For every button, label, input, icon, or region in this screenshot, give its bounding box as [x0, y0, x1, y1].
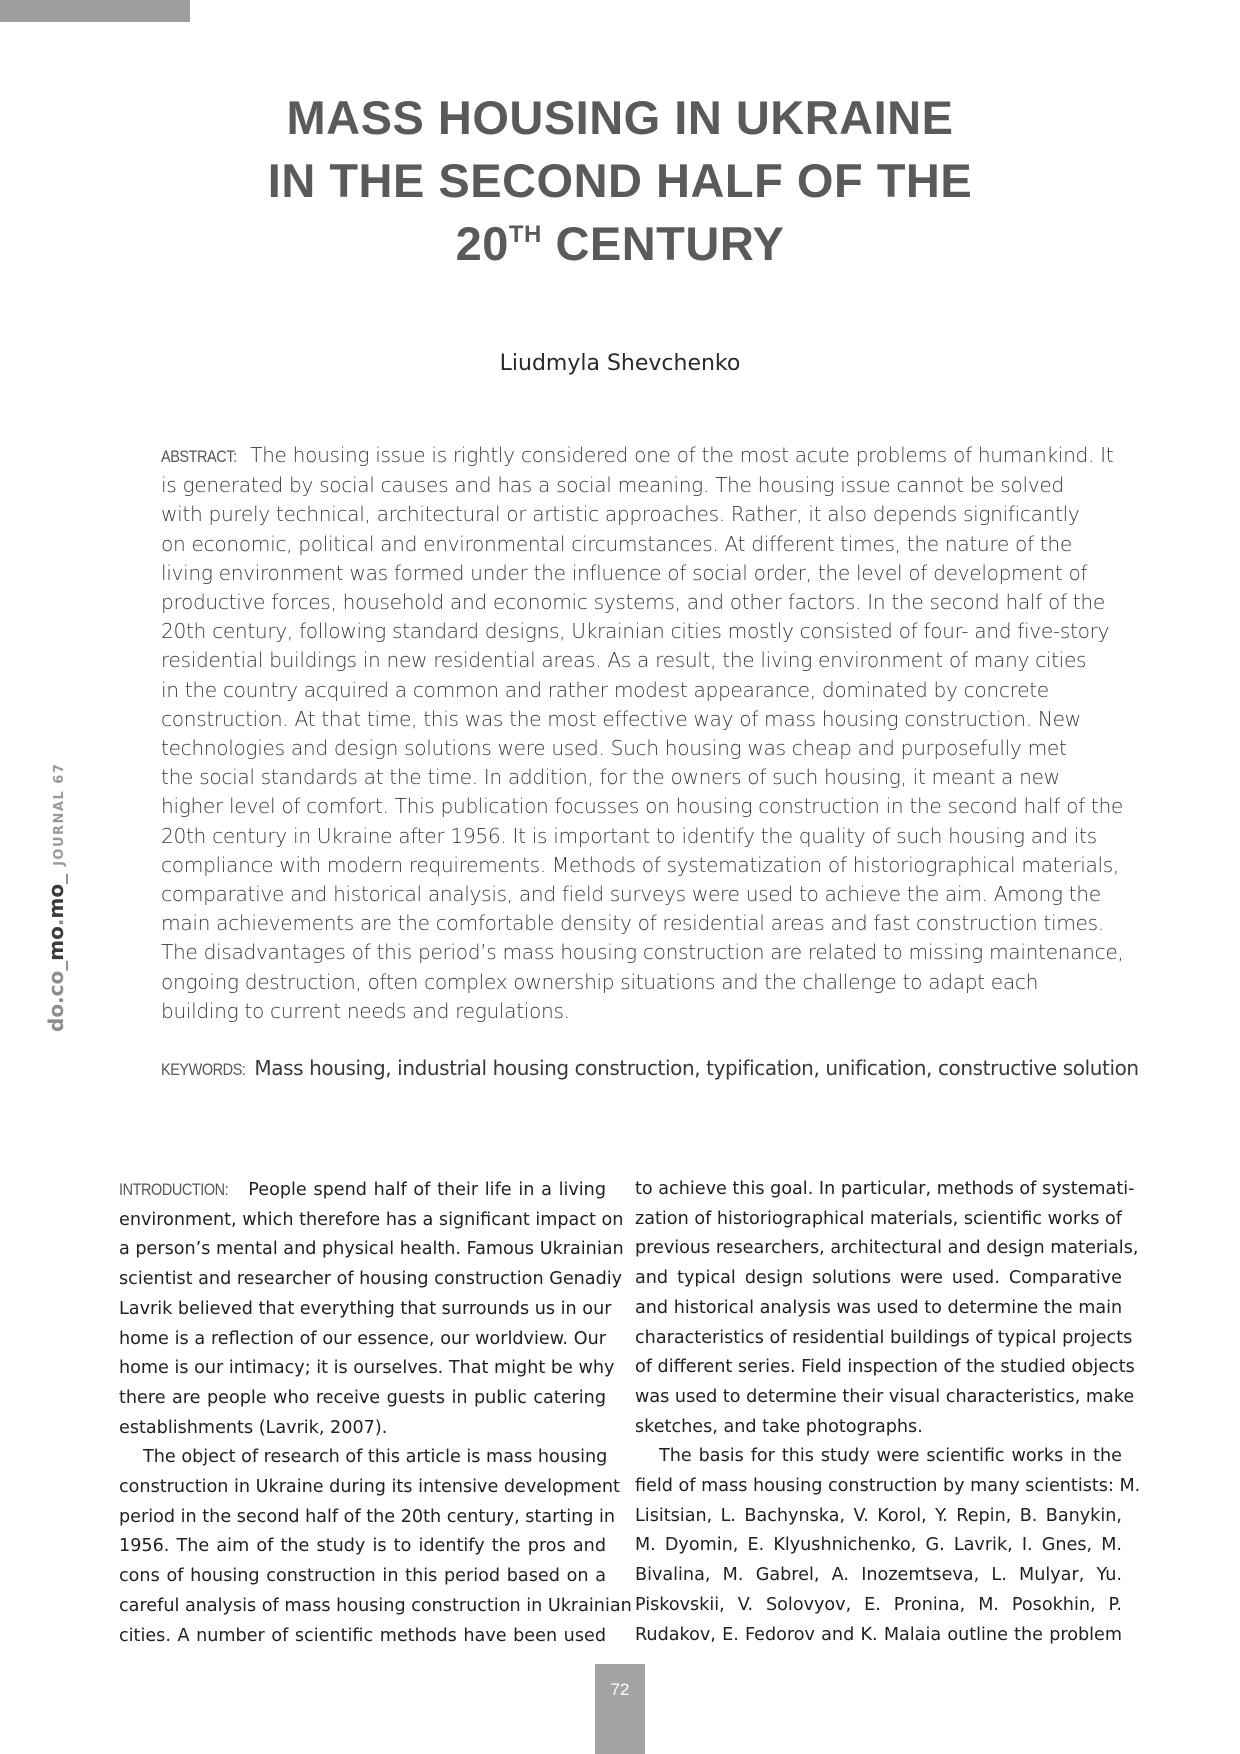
abstract-label: ABSTRACT:: [161, 447, 237, 466]
author-name: Liudmyla Shevchenko: [499, 351, 741, 376]
body-line: M. Dyomin, E. Klyushnichenko, G. Lavrik, I. Gnes, M.: [635, 1535, 1122, 1556]
right-column: [635, 1175, 1141, 1650]
page-number: 72: [595, 1664, 645, 1754]
logo-part: mo: [44, 883, 68, 919]
title-line-1: MASS HOUSING IN UKRAINE: [286, 91, 954, 144]
abstract-line: compliance with modern requirements. Methods of systematization of historiographical materials,: [161, 852, 1120, 877]
body-line: Lisitsian, L. Bachynska, V. Korol, Y. Repin, B. Banykin,: [635, 1505, 1122, 1526]
journal-side-label: [44, 732, 68, 1032]
body-line: to achieve this goal. In particular, methods of systemati-: [635, 1179, 1135, 1199]
body-line: establishments (Lavrik, 2007).: [119, 1417, 388, 1438]
body-line: was used to determine their visual characteristics, make: [635, 1386, 1135, 1407]
title-line-3: [200, 212, 1040, 275]
abstract-line: 20th century in Ukraine after 1956. It is important to identify the quality of such housing and its: [161, 823, 1097, 848]
abstract-text: The housing issue is rightly considered one of the most acute problems of humankind. It: [244, 443, 1114, 467]
abstract-line: in the country acquired a common and rather modest appearance, dominated by concrete: [161, 677, 1049, 702]
body-line: field of mass housing construction by many scientists: M.: [635, 1476, 1141, 1497]
keywords-text: Mass housing, industrial housing construction, typification, unification, constructive solution: [254, 1056, 1139, 1080]
body-line: environment, which therefore has a significant impact on: [119, 1209, 624, 1230]
abstract-line: 20th century, following standard designs, Ukrainian cities mostly consisted of four- and five-story: [161, 619, 1110, 644]
body-line: careful analysis of mass housing construction in Ukrainian: [119, 1595, 632, 1616]
abstract-line: on economic, political and environmental circumstances. At different times, the nature of the: [161, 531, 1072, 556]
title-line-2: IN THE SECOND HALF OF THE: [267, 154, 973, 207]
title-tail: CENTURY: [541, 217, 785, 270]
body-line: scientist and researcher of housing construction Genadiy: [119, 1269, 623, 1290]
body-line: period in the second half of the 20th century, starting in: [119, 1506, 616, 1527]
body-line: and typical design solutions were used. Comparative: [635, 1268, 1122, 1289]
body-line: zation of historiographical materials, scientific works of: [635, 1208, 1122, 1229]
corner-bar: [0, 0, 190, 22]
keywords: [161, 1056, 1139, 1080]
abstract-line: living environment was formed under the influence of social order, the level of development of: [161, 560, 1088, 585]
body-line: [119, 1175, 606, 1206]
title-number: 20: [455, 217, 509, 270]
left-column: [119, 1175, 632, 1651]
body-line: Piskovskii, V. Solovyov, E. Pronina, M. Posokhin, P.: [635, 1594, 1122, 1615]
abstract-line: [161, 441, 1114, 471]
article-title: [200, 86, 1040, 275]
abstract-line: with purely technical, architectural or artistic approaches. Rather, it also depends significantly: [161, 502, 1080, 527]
abstract: [161, 441, 1124, 1026]
body-line: The object of research of this article is mass housing: [143, 1447, 608, 1468]
abstract-line: residential buildings in new residential areas. As a result, the living environment of many cities: [161, 648, 1087, 673]
abstract-line: productive forces, household and economic systems, and other factors. In the second half of the: [161, 590, 1105, 615]
keywords-label: KEYWORDS:: [161, 1060, 246, 1079]
abstract-line: technologies and design solutions were used. Such housing was cheap and purposefully met: [161, 736, 1067, 761]
abstract-line: ongoing destruction, often complex ownership situations and the challenge to adapt each: [161, 969, 1039, 994]
body-line: The basis for this study were scientific works in the: [659, 1446, 1122, 1467]
abstract-line: The disadvantages of this period’s mass housing construction are related to missing maintenance,: [161, 940, 1124, 965]
body-line: Lavrik believed that everything that surrounds us in our: [119, 1298, 612, 1319]
abstract-line: is generated by social causes and has a social meaning. The housing issue cannot be solved: [161, 473, 1064, 498]
logo-part: mo: [44, 926, 68, 961]
body-line: 1956. The aim of the study is to identify the pros and: [119, 1536, 606, 1557]
abstract-line: main achievements are the comfortable density of residential areas and fast construction times.: [161, 911, 1104, 936]
journal-issue: JOURNAL 67: [52, 762, 67, 866]
body-line: home is our intimacy; it is ourselves. That might be why: [119, 1358, 615, 1379]
abstract-line: higher level of comfort. This publication focusses on housing construction in the second half of the: [161, 794, 1123, 819]
docomomo-logo: do.co_mo.mo_: [44, 873, 68, 1032]
abstract-line: building to current needs and regulations.: [161, 998, 570, 1023]
body-line: Rudakov, E. Fedorov and K. Malaia outline the problem: [635, 1624, 1122, 1645]
body-line: sketches, and take photographs.: [635, 1416, 923, 1437]
body-line: home is a reflection of our essence, our worldview. Our: [119, 1328, 606, 1349]
body-line: there are people who receive guests in public catering: [119, 1387, 606, 1408]
body-line: and historical analysis was used to determine the main: [635, 1297, 1123, 1318]
body-line: a person’s mental and physical health. Famous Ukrainian: [119, 1239, 624, 1260]
body-line: previous researchers, architectural and design materials,: [635, 1238, 1139, 1259]
title-superscript: TH: [508, 221, 542, 248]
body-line: construction in Ukraine during its intensive development: [119, 1477, 620, 1498]
abstract-line: comparative and historical analysis, and field surveys were used to achieve the aim. Among the: [161, 882, 1101, 907]
body-line: cities. A number of scientific methods have been used: [119, 1625, 606, 1646]
body-line: of different series. Field inspection of the studied objects: [635, 1357, 1135, 1378]
body-line: cons of housing construction in this period based on a: [119, 1566, 606, 1587]
abstract-line: construction. At that time, this was the most effective way of mass housing construction. New: [161, 706, 1081, 731]
introduction-label: INTRODUCTION:: [119, 1180, 229, 1199]
abstract-line: the social standards at the time. In addition, for the owners of such housing, it meant a new: [161, 765, 1060, 790]
logo-part: co: [44, 970, 68, 997]
body-line: characteristics of residential buildings of typical projects: [635, 1327, 1133, 1348]
body-line: Bivalina, M. Gabrel, A. Inozemtseva, L. Mulyar, Yu.: [635, 1565, 1122, 1586]
logo-part: do: [44, 1003, 68, 1032]
body-text: People spend half of their life in a living: [241, 1180, 606, 1200]
